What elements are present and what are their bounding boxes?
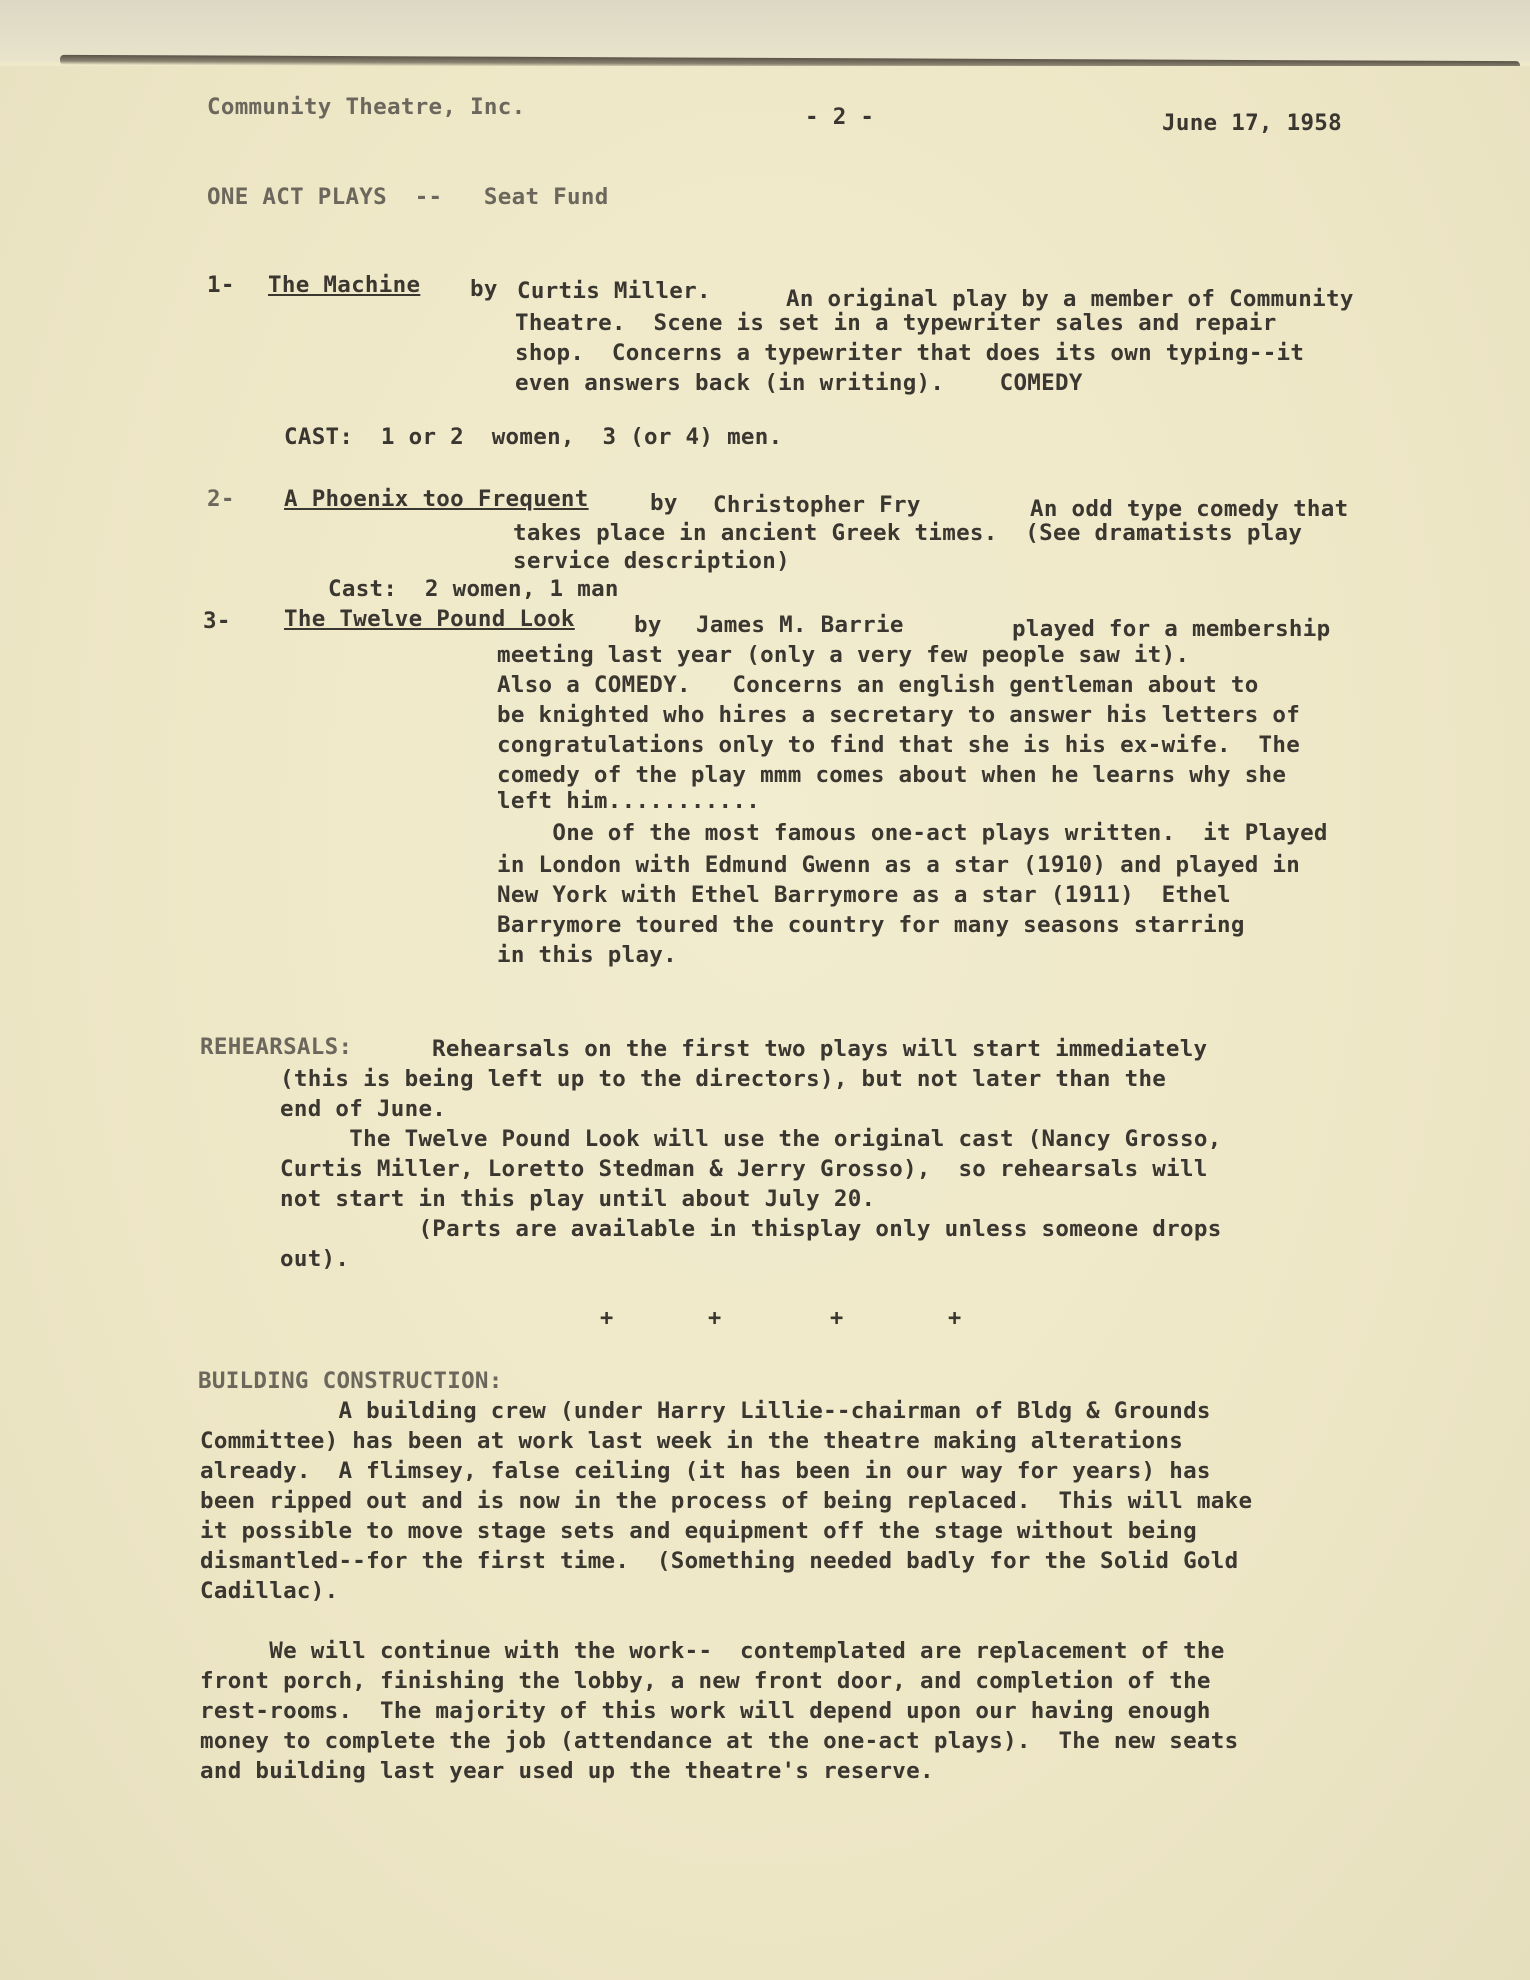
play-3-desc-line: Also a COMEDY. Concerns an english gentleman about to — [497, 672, 1259, 698]
rehearsals-line: end of June. — [280, 1096, 447, 1122]
play-3-desc-line: One of the most famous one-act plays written. it Played — [497, 820, 1328, 846]
rehearsals-label: REHEARSALS: — [200, 1034, 353, 1060]
building-para2-line: We will continue with the work-- contemplated are replacement of the — [200, 1638, 1225, 1664]
play-1-desc-line: An original play by a member of Community — [786, 286, 1354, 312]
play-1-author: Curtis Miller. — [517, 278, 711, 304]
building-para2-line: and building last year used up the theatre's reserve. — [200, 1758, 934, 1784]
building-line: it possible to move stage sets and equipment off the stage without being — [200, 1518, 1197, 1544]
play-1-number: 1- — [207, 272, 235, 298]
play-1-desc-line: even answers back (in writing). COMEDY — [515, 370, 1083, 396]
play-3-desc-line: in this play. — [497, 942, 677, 968]
play-3-title: The Twelve Pound Look — [284, 606, 575, 632]
play-2-desc-line: service description) — [513, 548, 790, 574]
building-line: been ripped out and is now in the process of being replaced. This will make — [200, 1488, 1253, 1514]
play-1-cast: CAST: 1 or 2 women, 3 (or 4) men. — [284, 424, 783, 450]
play-2-title: A Phoenix too Frequent — [284, 486, 589, 512]
rehearsals-line: Rehearsals on the first two plays will start immediately — [432, 1036, 1208, 1062]
play-3-by: by — [634, 612, 662, 638]
play-1-desc-line: shop. Concerns a typewriter that does its own typing--it — [515, 340, 1305, 366]
building-para2-line: money to complete the job (attendance at the one-act plays). The new seats — [200, 1728, 1239, 1754]
play-3-desc-line: New York with Ethel Barrymore as a star (1911) Ethel — [497, 882, 1231, 908]
separator-mark: + — [600, 1306, 614, 1331]
building-line: Committee) has been at work last week in the theatre making alterations — [200, 1428, 1184, 1454]
play-3-author: James M. Barrie — [696, 612, 904, 638]
play-3-desc-line: left him........... — [497, 788, 761, 814]
separator-mark: + — [830, 1306, 844, 1331]
rehearsals-line: (Parts are available in thisplay only unless someone drops — [280, 1216, 1222, 1242]
building-line: Cadillac). — [200, 1578, 339, 1604]
play-1-desc-line: Theatre. Scene is set in a typewriter sales and repair — [515, 310, 1277, 336]
building-label: BUILDING CONSTRUCTION: — [198, 1368, 503, 1394]
building-line: A building crew (under Harry Lillie--chairman of Bldg & Grounds — [200, 1398, 1211, 1424]
section-title: ONE ACT PLAYS -- Seat Fund — [207, 184, 609, 210]
rehearsals-line: The Twelve Pound Look will use the original cast (Nancy Grosso, — [280, 1126, 1222, 1152]
building-para2-line: front porch, finishing the lobby, a new front door, and completion of the — [200, 1668, 1211, 1694]
play-3-desc-line: played for a membership — [1012, 616, 1331, 642]
separator-mark: + — [708, 1306, 722, 1331]
play-2-desc-line: An odd type comedy that — [1030, 496, 1349, 522]
play-2-by: by — [650, 490, 678, 516]
play-2-author: Christopher Fry — [713, 492, 921, 518]
play-2-cast: Cast: 2 women, 1 man — [328, 576, 619, 602]
header-date: June 17, 1958 — [1162, 110, 1342, 136]
page-number: - 2 - — [805, 104, 875, 130]
rehearsals-line: not start in this play until about July 20. — [280, 1186, 876, 1212]
play-2-desc-line: takes place in ancient Greek times. (See dramatists play — [513, 520, 1303, 546]
play-1-title: The Machine — [268, 272, 421, 298]
separator-mark: + — [948, 1306, 962, 1331]
play-3-number: 3- — [203, 608, 231, 634]
header-org: Community Theatre, Inc. — [207, 94, 526, 120]
play-3-desc-line: meeting last year (only a very few people saw it). — [497, 642, 1190, 668]
building-line: dismantled--for the first time. (Something needed badly for the Solid Gold — [200, 1548, 1239, 1574]
play-1-by: by — [470, 276, 498, 302]
rehearsals-line: (this is being left up to the directors), but not later than the — [280, 1066, 1167, 1092]
play-3-desc-line: congratulations only to find that she is his ex-wife. The — [497, 732, 1301, 758]
building-line: already. A flimsey, false ceiling (it has been in our way for years) has — [200, 1458, 1211, 1484]
play-3-desc-line: be knighted who hires a secretary to answer his letters of — [497, 702, 1301, 728]
play-3-desc-line: in London with Edmund Gwenn as a star (1910) and played in — [497, 852, 1301, 878]
rehearsals-line: Curtis Miller, Loretto Stedman & Jerry Grosso), so rehearsals will — [280, 1156, 1208, 1182]
play-2-number: 2- — [207, 486, 235, 512]
play-3-desc-line: comedy of the play mmm comes about when he learns why she — [497, 762, 1287, 788]
play-3-desc-line: Barrymore toured the country for many seasons starring — [497, 912, 1245, 938]
rehearsals-line: out). — [280, 1246, 350, 1272]
building-para2-line: rest-rooms. The majority of this work will depend upon our having enough — [200, 1698, 1211, 1724]
top-band — [0, 0, 1530, 62]
